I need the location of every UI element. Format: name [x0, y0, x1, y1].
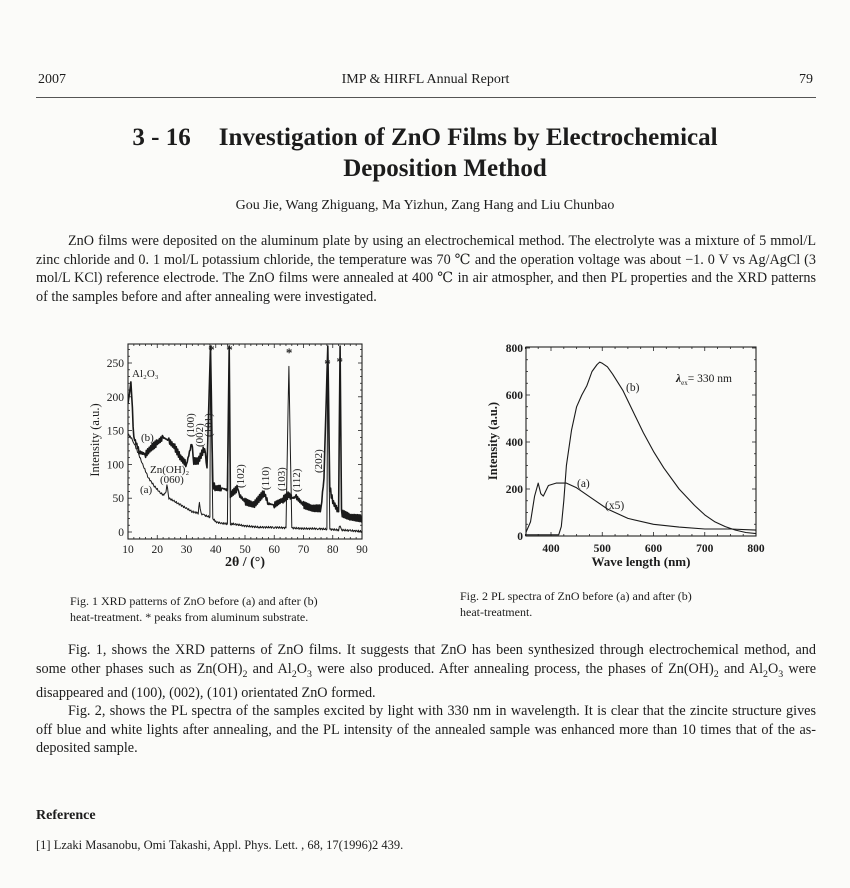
article-title [40, 122, 810, 184]
fig2-caption-line-1: Fig. 2 PL spectra of ZnO before (a) and after (b) [460, 589, 692, 603]
x-tick-label: 60 [268, 544, 280, 556]
y-tick-label: 100 [106, 459, 124, 472]
authors: Gou Jie, Wang Zhiguang, Ma Yizhun, Zang Hang and Liu Chunbao [235, 198, 615, 213]
text-run: were disappeared and (100), (002), (101) orientated ZnO formed. [36, 660, 817, 701]
text-run: were also produced. After annealing process, the phases of Zn(OH) [311, 660, 714, 677]
fig1-caption-line-2: heat-treatment. * peaks from aluminum substrate. [70, 610, 309, 624]
subscript: 2 [763, 668, 769, 680]
miller-index-label: (202) [313, 449, 325, 473]
y-tick-label: 250 [106, 358, 124, 370]
series-a-line [525, 483, 756, 533]
subscript: 2 [713, 668, 719, 680]
y-tick-label: 800 [505, 343, 523, 355]
fig2-caption [460, 588, 805, 620]
x-tick-label: 400 [542, 543, 560, 555]
fig2-caption-line-2: heat-treatment. [460, 605, 533, 619]
substrate-peak-star: * [226, 342, 233, 357]
y-axis-label: Intensity (a.u.) [88, 403, 102, 477]
abstract-text: ZnO films were deposited on the aluminum plate by using an electrochemical method. The electrolyte was a mixture of 5 mmol/L zinc chloride and 0. 1 mol/L potassium chloride, the temperature was 70 ℃ and the operation voltage was about −1. 0 V vs Ag/AgCl (3 mol/L KCl) reference electrode. The ZnO films were annealed at 400 ℃ in air atmospher, and then PL properties and the XRD patterns of the samples before and after annealing were investigated. [36, 233, 816, 305]
x-tick-label: 500 [593, 543, 611, 555]
header-page-number: 79 [799, 72, 813, 87]
x-tick-label: 80 [327, 544, 339, 556]
references-heading: Reference [36, 808, 96, 823]
annotation-b: (b) [141, 432, 154, 444]
miller-index-label: (002) [194, 423, 206, 447]
annotation-znoh2: Zn(OH)₂ [150, 464, 190, 476]
series-b-line [525, 362, 756, 535]
y-tick-label: 0 [118, 527, 124, 539]
text-run: O [296, 660, 307, 677]
miller-index-label: (103) [276, 467, 288, 491]
header-journal: IMP & HIRFL Annual Report [341, 72, 510, 87]
fig1-plot-area [88, 342, 368, 570]
x-axis-label: Wave length (nm) [591, 554, 691, 569]
subscript: 2 [291, 668, 297, 680]
fig2-plot-area [486, 343, 765, 569]
annotation-excitation-wavelength: $\lambda_{ex}= 330$ nm [676, 373, 732, 387]
fig1-caption [70, 593, 415, 625]
fig1-caption-line-1: Fig. 1 XRD patterns of ZnO before (a) and after (b) [70, 594, 318, 608]
annotation-b: (b) [626, 382, 640, 394]
x-tick-label: 20 [151, 544, 163, 556]
title-line-1: Investigation of ZnO Films by Electrochemical [218, 124, 718, 151]
subscript: 3 [306, 668, 312, 680]
miller-index-label: (100) [185, 413, 197, 437]
substrate-peak-star: * [208, 342, 215, 357]
substrate-peak-star: * [285, 345, 293, 360]
annotation-a: (a) [140, 484, 153, 496]
y-tick-label: 150 [106, 425, 124, 438]
abstract [36, 232, 816, 306]
x-axis-label: 2θ / (°) [224, 555, 266, 570]
text-run: Fig. 1, shows the XRD patterns of ZnO films. It suggests that ZnO has been synthesized through electrochemical method, and some other phases such as Zn(OH) [36, 642, 816, 677]
header-rule [36, 97, 816, 98]
y-tick-label: 200 [106, 391, 124, 404]
substrate-peak-star: * [336, 354, 344, 369]
miller-index-label: (110) [260, 466, 272, 490]
x-tick-label: 700 [696, 543, 714, 555]
article-number: 3 - 16 [132, 124, 191, 151]
reference-item: [1] Lzaki Masanobu, Omi Takashi, Appl. Phys. Lett. , 68, 17(1996)2 439. [36, 838, 404, 852]
x-tick-label: 800 [747, 543, 765, 555]
x-tick-label: 90 [356, 544, 368, 556]
annotation-a: (a) [577, 478, 590, 490]
substrate-peak-star: * [324, 356, 331, 371]
y-tick-label: 400 [505, 437, 523, 449]
x-tick-label: 10 [122, 544, 134, 556]
x-tick-label: 40 [210, 544, 222, 556]
y-axis-label: Intensity (a.u.) [486, 401, 500, 481]
subscript: 3 [778, 668, 784, 680]
y-tick-label: 0 [517, 531, 523, 543]
y-tick-label: 50 [112, 493, 124, 506]
annotation-al2o3: Al₂O₃ [132, 368, 159, 380]
x-tick-label: 30 [180, 544, 193, 556]
y-tick-label: 600 [505, 390, 523, 402]
y-tick-label: 200 [505, 484, 523, 496]
miller-index-label: (102) [235, 464, 247, 488]
x-tick-label: 70 [297, 544, 310, 556]
fig2-pl-chart [460, 335, 780, 580]
body-text [36, 641, 816, 758]
x-tick-label: 50 [239, 544, 251, 556]
running-head [38, 72, 813, 94]
annotation-x5: (x5) [605, 500, 625, 512]
header-year: 2007 [38, 72, 66, 87]
annotation-060: (060) [160, 474, 184, 486]
miller-index-label: (101) [203, 413, 215, 437]
x-tick-label: 600 [644, 543, 663, 555]
text-run: and Al [718, 660, 764, 677]
text-run: O [768, 660, 779, 677]
body-paragraph-1 [36, 641, 816, 702]
fig1-xrd-chart [70, 340, 380, 580]
text-run: and Al [247, 660, 292, 677]
miller-index-label: (112) [291, 468, 303, 492]
body-paragraph-2: Fig. 2, shows the PL spectra of the samples excited by light with 330 nm in wavelength. It is clear that the zincite structure gives off blue and white lights after annealing, and the PL intensity of the annealed sample was enhanced more than 10 times that of the as-deposited sample. [36, 703, 816, 757]
subscript: 2 [242, 668, 248, 680]
title-line-2: Deposition Method [343, 155, 547, 182]
